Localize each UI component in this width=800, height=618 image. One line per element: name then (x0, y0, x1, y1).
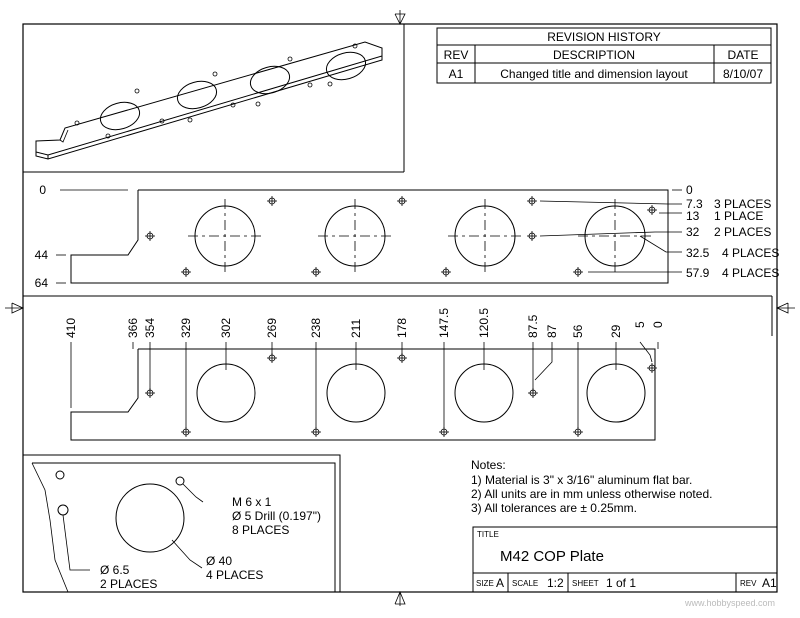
top-dim-label: 29 (609, 324, 623, 338)
front-left-dim-44: 44 (34, 248, 48, 262)
note-item: 1) Material is 3" x 3/16" aluminum flat bar. (471, 473, 693, 487)
detail-view (23, 455, 340, 592)
drawing-title: M42 COP Plate (500, 548, 604, 565)
scale-value: 1:2 (547, 576, 564, 590)
iso-bores (97, 48, 369, 134)
top-dim-label: 5 (633, 321, 647, 328)
top-dim-label: 0 (651, 321, 665, 328)
revision-row-desc: Changed title and dimension layout (500, 67, 688, 81)
revision-header-date: DATE (727, 48, 759, 62)
top-dim-label: 120.5 (477, 307, 491, 338)
size-value: A (496, 576, 505, 590)
revision-table (437, 28, 771, 83)
front-right-dim-value: 7.3 (686, 197, 703, 211)
front-right-dim-value: 13 (686, 209, 700, 223)
watermark: www.hobbyspeed.com (684, 598, 776, 608)
top-dim-label: 178 (395, 317, 409, 338)
thread-callout-line2: Ø 5 Drill (0.197") (232, 509, 321, 523)
sheet-value: 1 of 1 (606, 576, 637, 590)
front-right-dim-value: 32 (686, 225, 700, 239)
top-dim-label: 302 (219, 317, 233, 338)
revision-row-date: 8/10/07 (722, 67, 764, 81)
thread-callout-line3: 8 PLACES (232, 523, 290, 537)
iso-small-holes (75, 44, 357, 138)
top-x-dims (64, 308, 665, 338)
bore-callout-line1: Ø 40 (206, 554, 233, 568)
thread-callout-line1: M 6 x 1 (232, 495, 272, 509)
hole-callout-line1: Ø 6.5 (100, 563, 130, 577)
front-left-dim-64: 64 (34, 276, 48, 290)
front-right-dim-note: 4 PLACES (722, 246, 780, 260)
front-right-dim-note: 3 PLACES (714, 197, 772, 211)
top-dim-label: 366 (126, 317, 140, 338)
sheet-label: SHEET (572, 579, 599, 588)
note-item: 3) All tolerances are ± 0.25mm. (471, 501, 637, 515)
revision-title: REVISION HISTORY (547, 30, 661, 44)
front-right-leaders (540, 190, 682, 272)
size-label: SIZE (476, 579, 494, 588)
top-dim-label: 410 (64, 317, 78, 338)
note-item: 2) All units are in mm unless otherwise noted. (471, 487, 713, 501)
top-dim-label: 238 (309, 317, 323, 338)
top-dim-label: 329 (179, 317, 193, 338)
title-block (473, 527, 777, 592)
sheet-border (23, 24, 780, 592)
front-right-dim-value: 57.9 (686, 266, 710, 280)
revision-header-desc: DESCRIPTION (552, 48, 636, 62)
top-dim-label: 354 (143, 317, 157, 338)
front-small-holes (145, 196, 657, 277)
bore-callout-line2: 4 PLACES (206, 568, 264, 582)
top-view (64, 308, 665, 440)
top-dim-label: 87.5 (526, 314, 540, 338)
front-right-dim-note: 4 PLACES (722, 266, 780, 280)
top-small-holes (145, 353, 657, 437)
top-dim-label: 269 (265, 317, 279, 338)
centering-marks (5, 10, 795, 606)
notes (471, 458, 712, 515)
top-dim-label: 87 (545, 324, 559, 338)
top-extension-lines (71, 342, 658, 428)
front-right-dims (686, 183, 779, 280)
scale-label: SCALE (512, 579, 539, 588)
front-left-dim-0: 0 (39, 183, 46, 197)
front-right-dim-value: 32.5 (686, 246, 710, 260)
front-right-dim-note: 2 PLACES (714, 225, 772, 239)
top-dim-label: 147.5 (437, 307, 451, 338)
front-right-dim-note: 1 PLACE (714, 209, 764, 223)
title-label: TITLE (477, 530, 499, 539)
front-view (23, 183, 779, 336)
top-dim-label: 56 (571, 324, 585, 338)
hole-callout-line2: 2 PLACES (100, 577, 158, 591)
revision-row-rev: A1 (448, 67, 464, 81)
top-dim-label: 211 (349, 318, 363, 338)
revision-header-rev: REV (443, 48, 469, 62)
front-right-dim-value: 0 (686, 183, 693, 197)
isometric-view (23, 24, 404, 172)
rev-value: A1 (762, 576, 777, 590)
rev-label: REV (740, 579, 757, 588)
front-bores (188, 199, 652, 273)
notes-title: Notes: (471, 458, 506, 472)
